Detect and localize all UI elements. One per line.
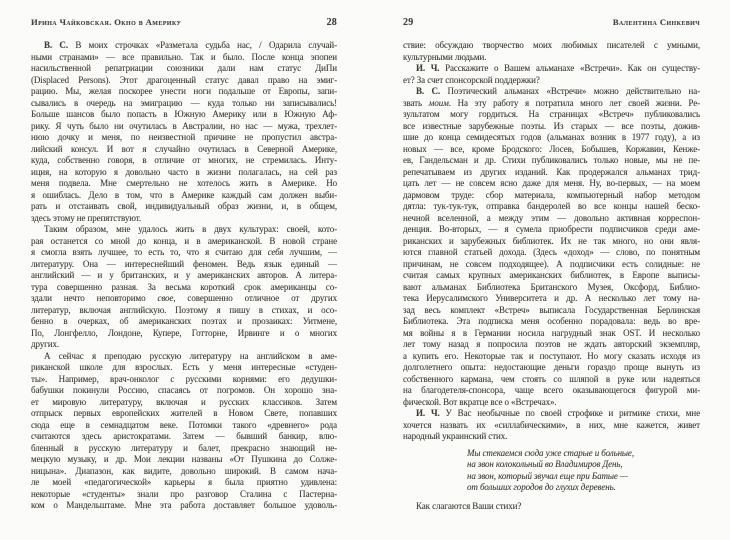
page-number-left: 28 — [326, 17, 337, 28]
text-line — [403, 213, 700, 225]
text-line — [31, 489, 337, 501]
text-run: я ошиблась. Дело в том, что в Америке каждый сам должен выби- — [31, 189, 337, 200]
text-line — [31, 454, 337, 466]
text-run: Поэтический альманах «Встречи» можно действительно на- — [440, 86, 700, 96]
text-line — [403, 316, 700, 328]
text-run: причинам, не совсем подходящее). А подписчики есть солидные: не — [403, 258, 700, 269]
text-run: , совершенно отличное от других — [173, 293, 337, 303]
text-line — [31, 63, 337, 75]
closing-question — [403, 501, 700, 513]
text-run: собственного кармана, чем стоять со шляпой в руке или надеяться — [403, 373, 700, 384]
text-run: Библиотека. Эта подписка меня особенно порадовала: ведь во вре- — [403, 316, 700, 326]
text-line — [31, 339, 337, 351]
text-line — [31, 247, 337, 259]
text-run: ты». Например, врач-онколог с русскими корнями: его дедушки- — [31, 373, 337, 384]
text-line — [403, 362, 700, 374]
text-line — [31, 385, 337, 397]
text-line — [31, 351, 337, 363]
text-line — [31, 362, 337, 374]
text-line — [31, 443, 337, 455]
text-run: риканских и зарубежных библиотек. Их не так много, но они явля- — [403, 235, 700, 246]
text-run: считая самых крупных американских библиотек, в Европе выписы- — [403, 270, 700, 280]
text-run: зультатом могу гордиться. На страницах «Встреч» публиковались — [403, 109, 700, 119]
left-page-header — [31, 17, 337, 29]
text-run: рать и отстаивать свой, индивидуальный образ жизни, и, в общем, — [31, 201, 337, 211]
text-run: Таким образом, мне удалось жить в двух культурах: своей, кото- — [44, 224, 337, 234]
text-line — [31, 293, 337, 305]
right-page — [403, 17, 700, 512]
text-run: других. — [31, 339, 60, 349]
text-run: на благодетеля-спонсора, чаще всего оказывающегося фигурой ми- — [403, 385, 700, 395]
text-line — [403, 431, 700, 443]
text-line — [403, 63, 700, 75]
text-run: В. С. — [416, 86, 441, 96]
text-run: мя войны я в Германии носила нагрудный знак OST. И несколько — [403, 327, 700, 338]
text-run: риканской школе для взрослых. Есть у меня интересные «студен- — [31, 362, 337, 372]
text-line — [31, 190, 337, 202]
text-line — [403, 501, 700, 513]
text-line — [31, 316, 337, 328]
text-run: Мы стекаемся сюда уже старые и больные, — [467, 447, 634, 458]
text-run: куда, собственно говоря, в отличие от многих, не стремилась. Инту- — [31, 155, 337, 165]
text-run: нюю дочку и меня, по неизвестной причине не пропустил австра- — [31, 132, 337, 142]
text-line — [31, 236, 337, 248]
text-run: цать лет — не совсем ясно даже для меня. Ну, во-первых, — на моем — [403, 178, 700, 188]
text-run: денция. Во-вторых, — я сумела приобрести подписчиков среди аме- — [403, 224, 700, 234]
text-run: фической. Вот вкратце все о «Встречах». — [403, 396, 557, 407]
text-line — [403, 201, 700, 213]
text-line — [403, 132, 700, 144]
text-line — [403, 155, 700, 167]
text-run: рая останется со мной до конца, и в американской. В новой стране — [31, 235, 337, 246]
text-line — [467, 471, 700, 483]
text-run: на звон, который звучал еще при Батые — — [467, 470, 628, 481]
text-line — [403, 351, 700, 363]
text-line — [31, 408, 337, 420]
text-line — [403, 52, 700, 64]
text-line — [403, 293, 700, 305]
text-line — [31, 75, 337, 87]
text-line — [403, 224, 700, 236]
text-line — [403, 40, 700, 52]
text-line — [31, 328, 337, 340]
text-run: Больше шансов было попасть в Южную Америку или в Южную Аф- — [31, 109, 337, 119]
text-line — [31, 374, 337, 386]
text-line — [403, 408, 700, 420]
text-line — [403, 167, 700, 179]
text-run: от больших городов до глухих деревень. — [467, 482, 616, 492]
text-run: ются главной статьей дохода. (Здесь «доход» — слово, по понятным — [403, 247, 700, 257]
text-line — [31, 224, 337, 236]
running-title-right: Валентина Синкевич — [612, 17, 700, 27]
text-run: лет тому назад я попросила поэтов не ждать авторский экземпляр, — [403, 339, 700, 349]
text-line — [403, 109, 700, 121]
text-run: И. Ч. — [416, 63, 440, 73]
text-run: У Вас необычные по своей строфике и ритмике стихи, мне — [439, 408, 700, 418]
text-line — [403, 247, 700, 259]
text-run: я смогла взять лучшее, то есть то, что я считаю для — [31, 247, 268, 257]
text-line — [403, 98, 700, 110]
text-line — [403, 420, 700, 432]
text-run: ле моей «педагогической» карьеры я была приятно удивлена: — [31, 477, 337, 487]
text-run: литератур, включая английскую. Поэтому я пишу в стихах, и осо- — [31, 304, 337, 315]
text-run: долголетнего опыта: недостающие деньги гораздо проще вынуть из — [403, 362, 700, 372]
page-number-right: 29 — [403, 17, 414, 28]
text-run: . На эту работу я потратила много лет своей жизни. Ре- — [448, 97, 700, 108]
text-line — [31, 500, 337, 512]
text-run: некоторые «студенты» знали про разговор Сталина с Пастерна- — [31, 488, 337, 499]
text-run: По, Лонгфелло, Лондоне, Купере, Готторне, Ирвинге и о многих — [31, 327, 337, 338]
text-run: все известные зарубежные поэты. Из старых — все поэты, дожив- — [403, 120, 700, 131]
text-run: английский — и у британских, и у американских авторов. А литера- — [31, 270, 337, 280]
text-line — [31, 305, 337, 317]
text-run: шие до конца семидесятых годов (альманах возник в 1977 году), а из — [403, 132, 700, 142]
text-line — [467, 482, 700, 494]
text-run: ет? За счет спонсорской поддержки? — [403, 74, 540, 85]
text-run: бабушки покинули Россию, спасаясь от погромов. Он хорошо зна- — [31, 385, 337, 395]
text-run: иция, на которую я довольно часто в жизни полагалась, на сей раз — [31, 166, 337, 177]
text-run: дятла: тук-тук-тук, отправка бандеролей во все концы нашей беско- — [403, 201, 700, 211]
text-run: ницына». Диапазон, как видите, довольно широкий. В самом нача- — [31, 465, 337, 476]
text-line — [403, 270, 700, 282]
text-run: меня подвела. Мне смертельно не хотелось жить в Америке. Но — [31, 178, 337, 188]
text-run: тура совершенно разная. За весьма короткий срок американцы со- — [31, 281, 337, 292]
text-line — [403, 75, 700, 87]
text-line — [31, 132, 337, 144]
text-run: хочется назвать их «силлабическими», в них, мне кажется, живет — [403, 419, 700, 430]
text-run: рацию. Мы, желая поскорее унести ноги подальше от Европы, запи- — [31, 86, 337, 96]
text-run: А сейчас я преподаю русскую литературу на английском в аме- — [44, 350, 337, 361]
text-run: ет мировую литературу, включая и русских классиков. Затем — [31, 396, 337, 407]
text-run: лучшим, — — [283, 247, 337, 257]
left-page — [31, 17, 337, 512]
text-line — [403, 339, 700, 351]
text-line — [31, 40, 337, 52]
text-line — [31, 431, 337, 443]
text-line — [467, 459, 700, 471]
text-line — [403, 282, 700, 294]
text-line — [403, 305, 700, 317]
text-line — [31, 98, 337, 110]
text-run: И. Ч. — [416, 408, 440, 418]
text-run: репечатываем из других изданий. Как продержался альманах трид- — [403, 166, 700, 177]
text-line — [31, 201, 337, 213]
text-run: тека Иерусалимского Университета и др. А несколько лет тому на- — [403, 293, 700, 303]
right-page-body — [403, 40, 700, 443]
text-run: вают альманах Библиотека Британского Музея, Оксфорд, Библио- — [403, 281, 700, 292]
text-line — [403, 397, 700, 409]
text-run: а купить его. Некоторые так и поступают. Но могу сказать исходя из — [403, 350, 700, 361]
text-line — [31, 477, 337, 489]
text-run: считаются здесь аристократами. Затем — бывший банкир, влю- — [31, 431, 337, 441]
text-line — [467, 448, 700, 460]
text-line — [31, 109, 337, 121]
text-line — [31, 420, 337, 432]
text-line — [31, 282, 337, 294]
text-run: зад весь комплект «Встреч» выписала Государственная Берлинская — [403, 304, 700, 315]
text-run: новых — все, кроме Бродского: Лосев, Бобышев, Коржавин, Кенже- — [403, 143, 700, 154]
right-page-header — [403, 17, 700, 29]
text-line — [31, 259, 337, 271]
text-run: насильственной репатриации союзники дали нам статус ДиПи — [31, 63, 337, 73]
text-line — [31, 121, 337, 133]
text-line — [403, 259, 700, 271]
text-run: бенно в очерках, об американских поэтах и прозаиках: Уитмене, — [31, 316, 337, 326]
text-run: отпрыск первых европейских жителей в Новом Свете, попавших — [31, 408, 337, 418]
text-run: сывались в очередь на эмиграцию — куда только ни записывались! — [31, 97, 337, 108]
text-line — [31, 213, 337, 225]
text-line — [31, 155, 337, 167]
text-run: здали нечто неповторимо — [31, 293, 158, 303]
text-line — [31, 86, 337, 98]
text-line — [31, 270, 337, 282]
text-run: народный украинский стих. — [403, 431, 508, 441]
text-run: В. С. — [44, 40, 68, 50]
text-run: культурными людьми. — [403, 51, 487, 62]
text-run: ев, Гандельсман и др. Стихи публиковались только новые, мы не пе- — [403, 155, 700, 165]
text-run: лийский консул. И вот я случайно очутилась в Северной Америке, — [31, 143, 337, 154]
text-line — [403, 178, 700, 190]
text-run: свое — [157, 293, 174, 303]
text-line — [31, 397, 337, 409]
text-run: литературу. Она — интереснейший феномен. Ведь язык единый — — [31, 258, 337, 269]
text-run: ком о Мандельштаме. Мне эта работа доставляет большое удоволь- — [31, 500, 337, 510]
text-line — [403, 121, 700, 133]
text-run: рику. Я чуть было ни очутилась в Австралии, но нас — мужа, трехлет- — [31, 120, 337, 131]
text-run: звать — [403, 97, 429, 108]
running-title-left: Ирина Чайковская. Окно в Америку — [31, 17, 182, 27]
text-line — [403, 190, 700, 202]
text-run: Расскажите о Вашем альманахе «Встречи». Как он существу- — [439, 63, 700, 73]
text-line — [31, 466, 337, 478]
text-run: Как слагаются Ваши стихи? — [416, 500, 522, 511]
text-run: ными странами» — все правильно. Так и было. После конца эпопеи — [31, 51, 337, 62]
text-line — [403, 144, 700, 156]
left-page-body — [31, 40, 337, 512]
text-run: (Displaced Persons). Этот драгоценный статус давал право на эмиг- — [31, 74, 337, 85]
text-run: В моих строчках «Разметала судьба нас, / Одарила случай- — [67, 40, 337, 50]
text-run: бленный в русскую литературу и балет, прекрасно знающий не- — [31, 442, 337, 453]
text-line — [403, 236, 700, 248]
text-run: сюда еще в семнадцатом веке. Потомки такого «древнего» рода — [31, 419, 337, 430]
text-line — [31, 178, 337, 190]
text-run: дармовом труде: сбор материала, компьютерный набор методом — [403, 189, 700, 200]
text-line — [31, 167, 337, 179]
text-line — [31, 52, 337, 64]
poem-block — [467, 448, 700, 494]
text-line — [403, 86, 700, 98]
text-run: мецкую музыку, и др. Мои лекции названы «От Пушкина до Солже- — [31, 454, 337, 464]
text-line — [403, 374, 700, 386]
text-line — [31, 144, 337, 156]
text-run: себя — [267, 247, 284, 257]
text-line — [403, 328, 700, 340]
text-run: на звон колокольный во Владимиров День, — [467, 459, 623, 469]
text-run: моим — [428, 97, 449, 108]
text-run: нечной вселенной, а между этим — довольно активная корреспон- — [403, 212, 700, 223]
text-line — [403, 385, 700, 397]
text-run: ствие: обсуждаю творчество моих любимых писателей с умными, — [403, 40, 700, 50]
text-run: здесь этому не препятствуют. — [31, 212, 142, 223]
